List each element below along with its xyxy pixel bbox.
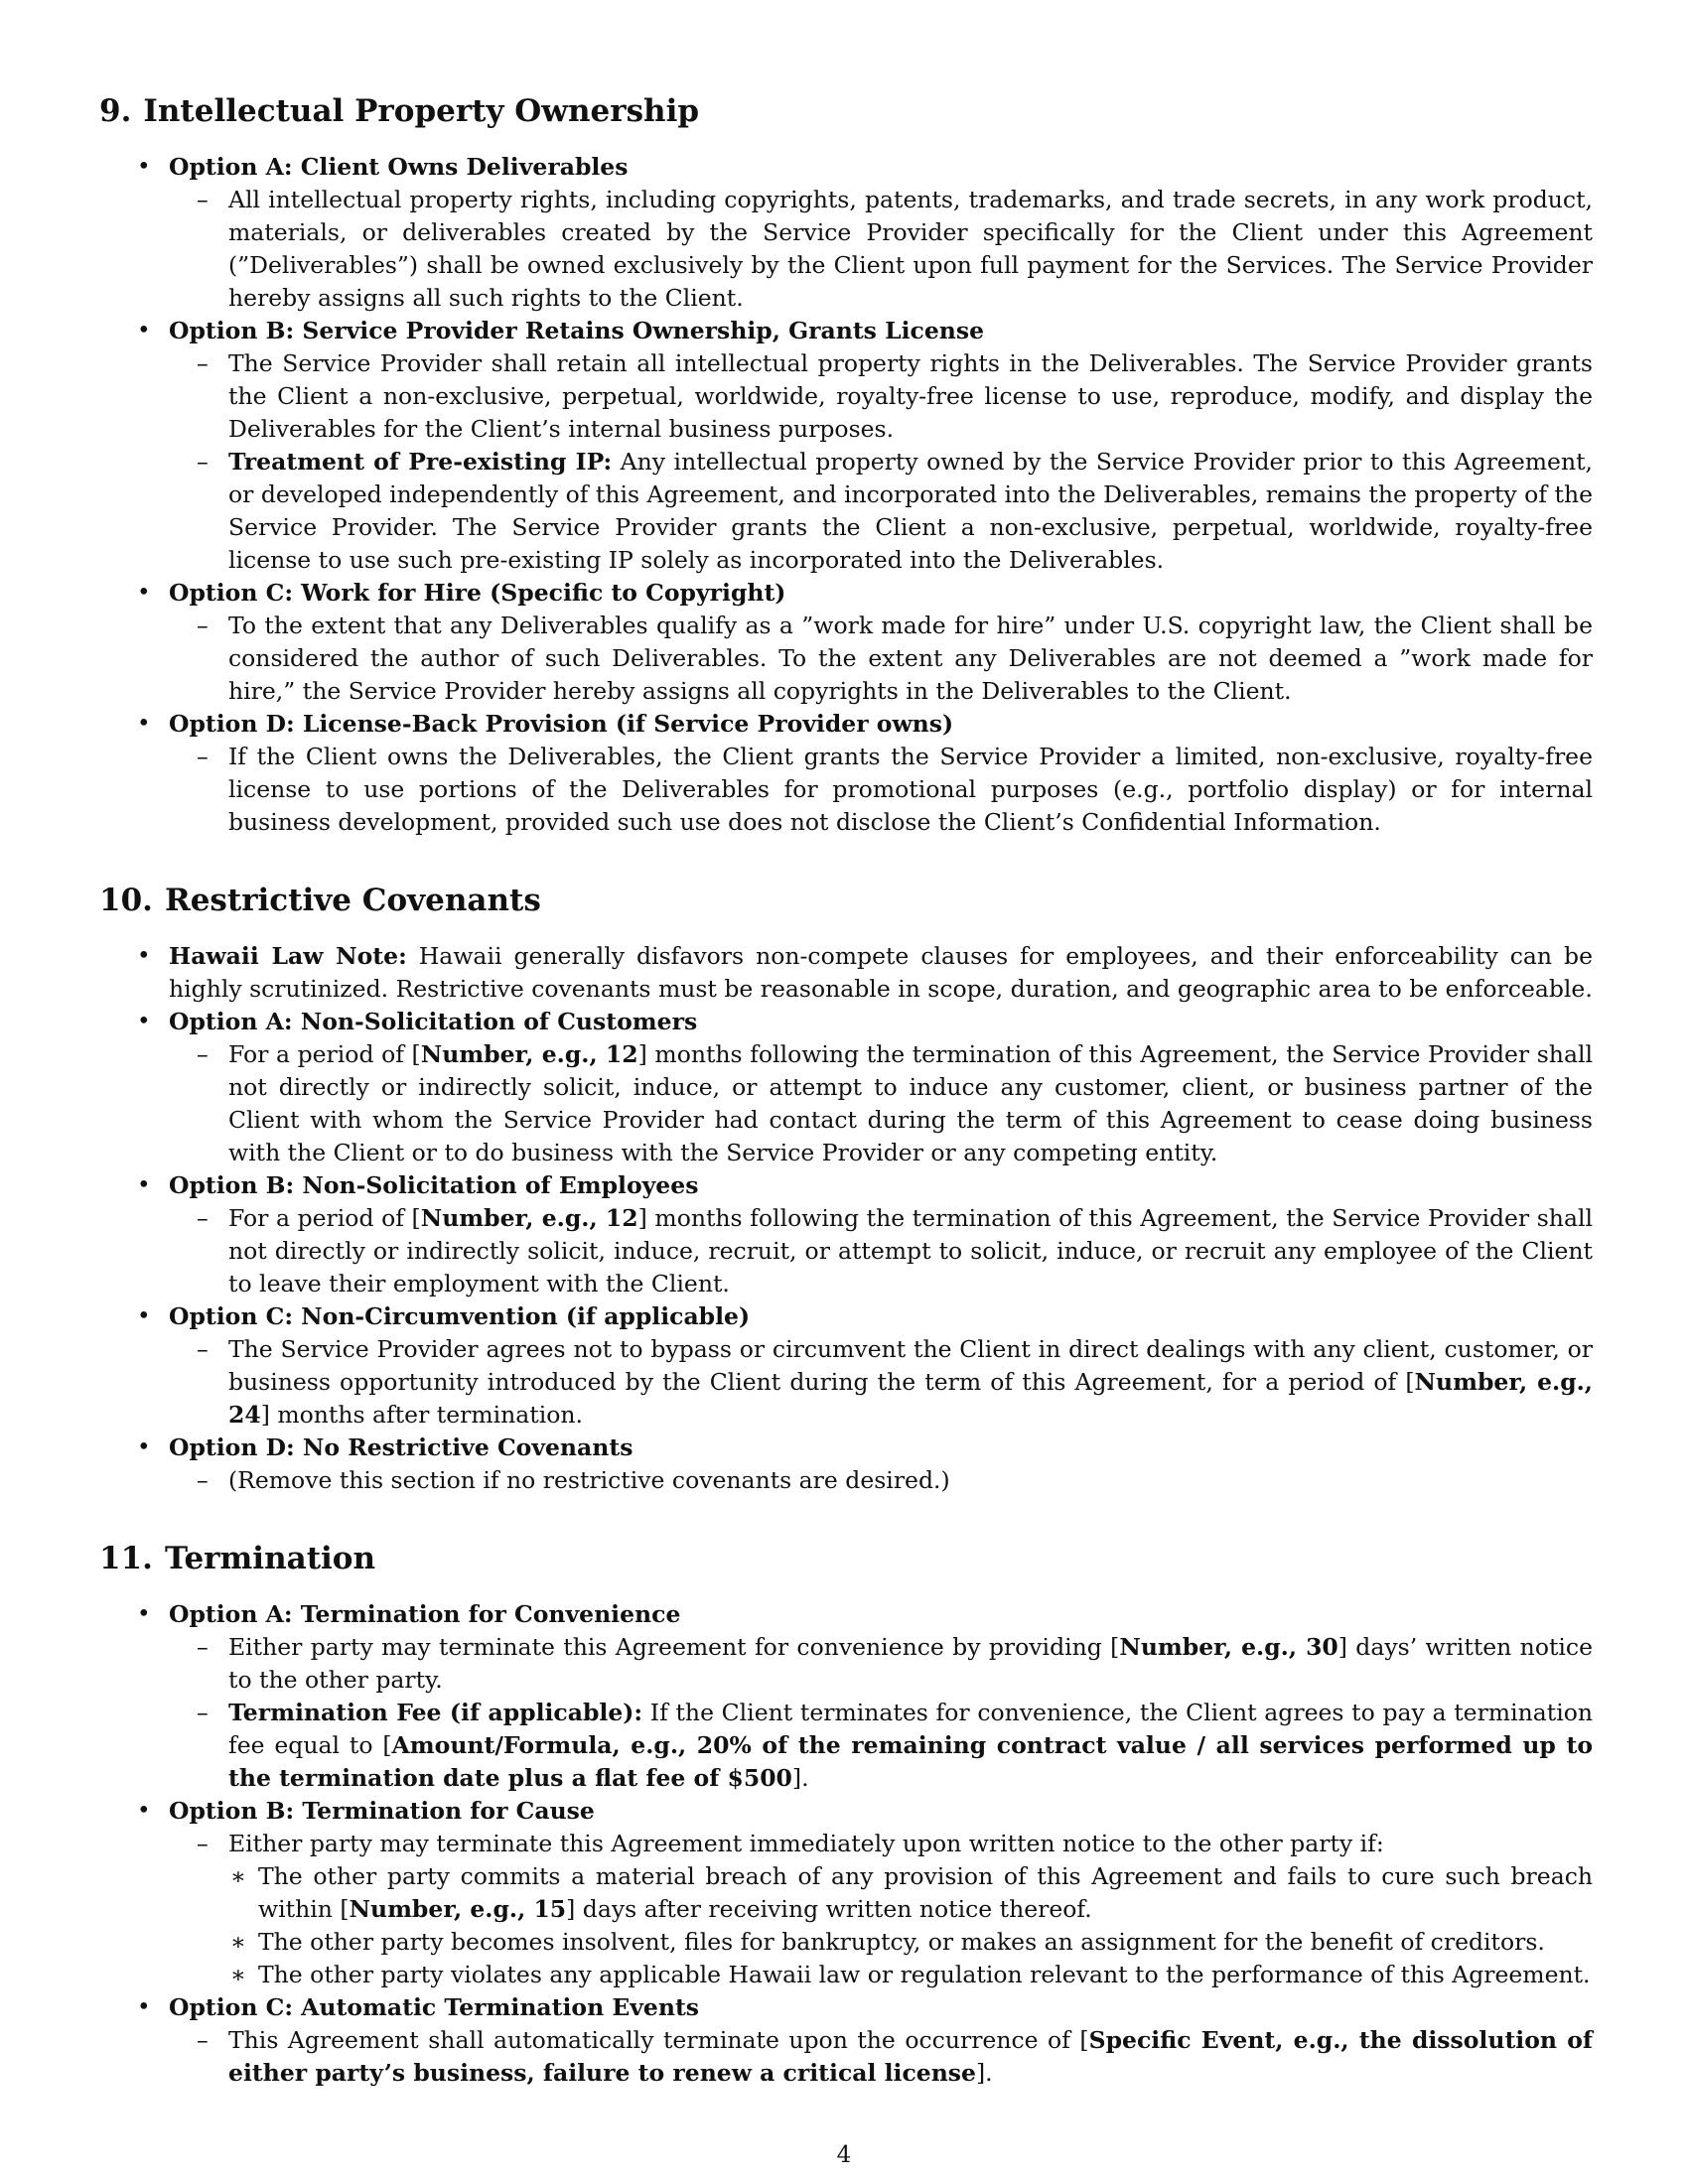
document-page [99,91,1593,2131]
section-heading [99,1539,1593,1578]
option-title: Option A: Client Owns Deliverables [169,153,629,181]
option-item [99,708,1593,839]
placeholder-field: Specific Event, e.g., the dissolution of either party’s business, failure to renew a critical license [228,2026,1594,2087]
condition-item: ∗ The other party violates any applicable Hawaii law or regulation relevant to the performance of this Agreement. [228,1959,1593,1991]
option-item [99,1169,1593,1300]
clause-part: The other party commits a material breach of any provision of this Agreement and fails to cure such breach within [ [258,1862,1593,1923]
page-number: 4 [836,2142,852,2168]
clause-text [169,1697,1593,1795]
clause-part: Either party may terminate this Agreement for convenience by providing [ [228,1633,1120,1661]
option-title: Option C: Automatic Termination Events [169,1993,700,2021]
section-ip-ownership [99,91,1593,839]
option-list [99,940,1593,1497]
clause-text [169,446,1593,577]
clause-part: ]. [791,1764,809,1792]
option-title: Option C: Non-Circumvention (if applicable) [169,1302,751,1330]
clause-text [169,1631,1593,1697]
clause-text: – (Remove this section if no restrictive covenants are desired.) [169,1464,1593,1497]
clause-label: Treatment of Pre-existing IP: [228,448,613,476]
clause-part: This Agreement shall automatically terminate upon the occurrence of [ [228,2026,1089,2054]
law-note [99,940,1593,1006]
option-item [99,577,1593,708]
option-item [99,1006,1593,1169]
note-label: Hawaii Law Note: [169,942,407,970]
clause-part: ]. [976,2059,993,2087]
option-title: Option B: Termination for Cause [169,1797,595,1825]
clause-text: – If the Client owns the Deliverables, the Client grants the Service Provider a limited, non-exclusive, royalty-free license to use portions of the Deliverables for promotional purposes (e.g., portfolio display) or for internal business development, provided such use does not disclose the Client’s Confidential Information. [169,741,1593,839]
clause-part: ] months after termination. [260,1401,584,1429]
clause-part: ] days after receiving written notice thereof. [566,1895,1092,1923]
option-title: Option A: Non-Solicitation of Customers [169,1008,698,1035]
clause-label: Termination Fee (if applicable): [228,1699,643,1726]
option-item [99,1300,1593,1432]
section-number: 10. [99,883,153,918]
clause-part: For a period of [ [228,1204,421,1232]
clause-part: If the Client terminates for convenience, the Client agrees to pay a termination fee equal to [ [228,1699,1593,1759]
clause-body: Any intellectual property owned by the Service Provider prior to this Agreement, or developed independently of this Agreement, and incorporated into the Deliverables, remains the property of the Service Provider. The Service Provider grants the Client a non-exclusive, perpetual, worldwide, royalty-free license to use such pre-existing IP solely as incorporated into the Deliverables. [228,448,1593,574]
option-list [99,1598,1593,2090]
placeholder-field: Number, e.g., 30 [1119,1633,1338,1661]
placeholder-field: Number, e.g., 12 [420,1204,638,1232]
placeholder-field: Number, e.g., 24 [228,1368,1593,1429]
placeholder-field: Number, e.g., 12 [420,1040,638,1068]
clause-part: The Service Provider agrees not to bypass or circumvent the Client in direct dealings with any client, customer, or business opportunity introduced by the Client during the term of this Agreement, for a period of [ [228,1335,1593,1396]
clause-text: – The Service Provider shall retain all intellectual property rights in the Deliverables. The Service Provider grants the Client a non-exclusive, perpetual, worldwide, royalty-free license to use, reproduce, modify, and display the Deliverables for the Client’s internal business purposes. [169,347,1593,446]
option-title: Option D: License-Back Provision (if Service Provider owns) [169,710,954,738]
clause-text [169,2024,1593,2090]
section-heading [99,91,1593,131]
section-title: Restrictive Covenants [164,883,541,918]
option-title: Option D: No Restrictive Covenants [169,1433,633,1461]
option-list [99,151,1593,839]
option-title: Option A: Termination for Convenience [169,1600,681,1628]
clause-text [169,1828,1593,1991]
clause-part: Either party may terminate this Agreement immediately upon written notice to the other party if: [228,1830,1384,1857]
condition-item [228,1860,1593,1926]
section-number: 9. [99,93,132,129]
clause-part: ] days’ written notice to the other party. [228,1633,1593,1694]
option-title: Option C: Work for Hire (Specific to Copyright) [169,579,786,607]
clause-part: ] months following the termination of this Agreement, the Service Provider shall not directly or indirectly solicit, induce, or attempt to induce any customer, client, or business partner of the Client with whom the Service Provider had contact during the term of this Agreement to cease doing business with the Client or to do business with the Service Provider or any competing entity. [228,1040,1593,1166]
clause-text [169,1202,1593,1300]
section-title: Termination [164,1541,376,1576]
section-restrictive-covenants [99,881,1593,1497]
section-termination [99,1539,1593,2090]
option-item [99,1432,1593,1497]
note-text: Hawaii generally disfavors non-compete clauses for employees, and their enforceability can be highly scrutinized. Restrictive covenants must be reasonable in scope, duration, and geographic area to be enforceable. [169,942,1593,1003]
placeholder-field: Amount/Formula, e.g., 20% of the remaining contract value / all services performed up to the termination date plus a flat fee of $500 [228,1731,1593,1792]
condition-list [228,1860,1593,1991]
option-title: Option B: Non-Solicitation of Employees [169,1171,699,1199]
clause-text [169,1333,1593,1432]
condition-item: ∗ The other party becomes insolvent, files for bankruptcy, or makes an assignment for the benefit of creditors. [228,1926,1593,1959]
option-item [99,1795,1593,1991]
clause-part: ] months following the termination of this Agreement, the Service Provider shall not directly or indirectly solicit, induce, recruit, or attempt to solicit, induce, or recruit any employee of the Client to leave their employment with the Client. [228,1204,1593,1297]
placeholder-field: Number, e.g., 15 [349,1895,567,1923]
option-item [99,1598,1593,1795]
clause-text: – All intellectual property rights, including copyrights, patents, trademarks, and trade secrets, in any work product, materials, or deliverables created by the Service Provider specifically for the Client under this Agreement (”Deliverables”) shall be owned exclusively by the Client upon full payment for the Services. The Service Provider hereby assigns all such rights to the Client. [169,184,1593,315]
section-title: Intellectual Property Ownership [143,93,700,129]
section-number: 11. [99,1541,153,1576]
clause-text [169,1038,1593,1169]
option-title: Option B: Service Provider Retains Ownership, Grants License [169,317,985,344]
option-item [99,151,1593,315]
option-item [99,315,1593,577]
option-item [99,1991,1593,2090]
clause-part: For a period of [ [228,1040,421,1068]
section-heading [99,881,1593,920]
clause-text: – To the extent that any Deliverables qualify as a ”work made for hire” under U.S. copyright law, the Client shall be considered the author of such Deliverables. To the extent any Deliverables are not deemed a ”work made for hire,” the Service Provider hereby assigns all copyrights in the Deliverables to the Client. [169,610,1593,708]
